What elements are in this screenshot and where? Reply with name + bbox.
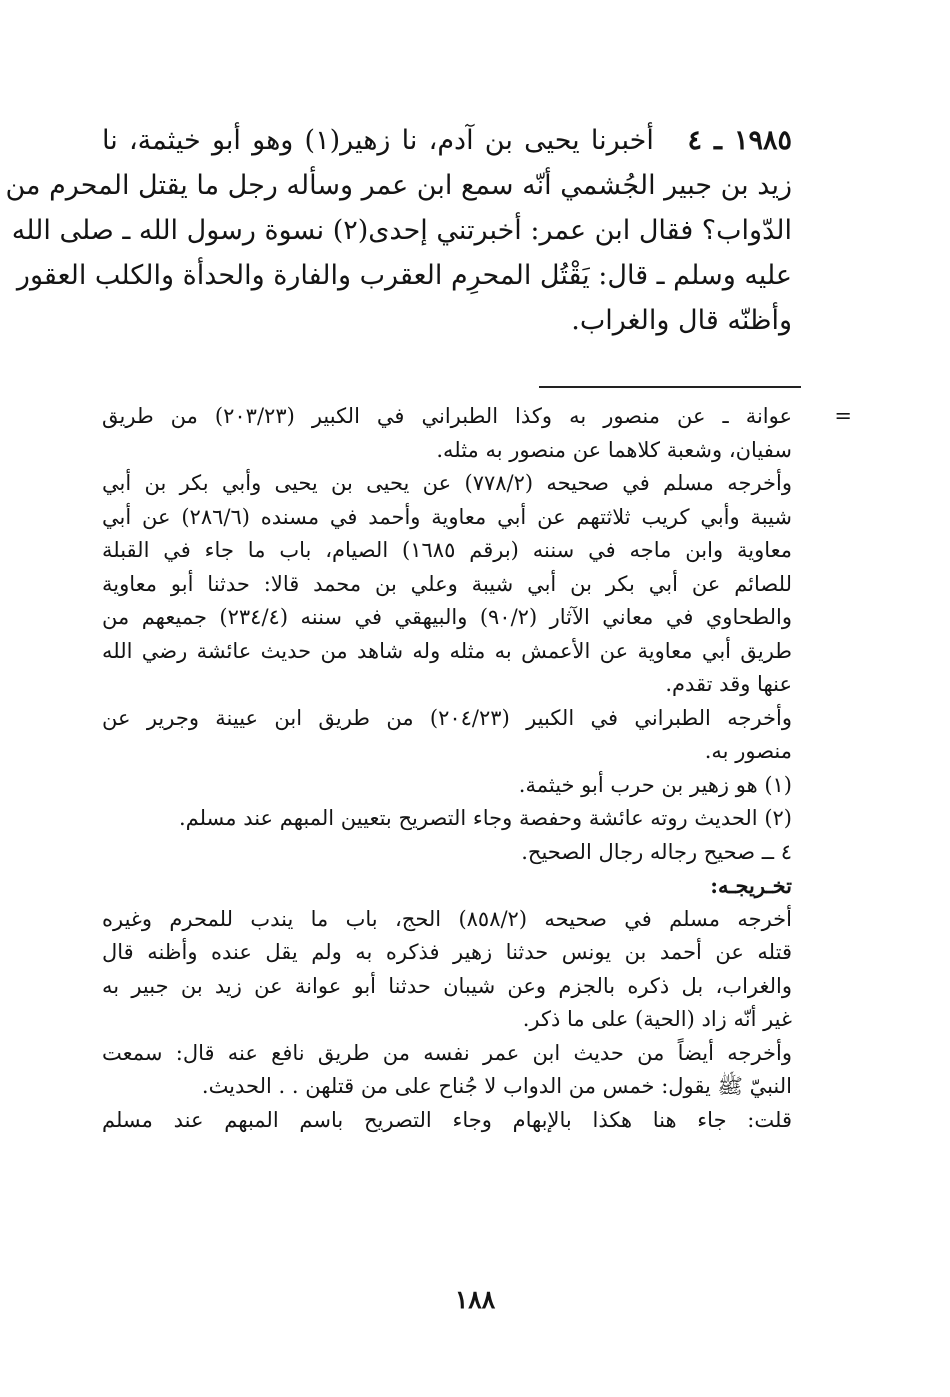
footnote-line: معاوية وابن ماجه في سننه (برقم ١٦٨٥) الصيام، باب ما جاء في القبلة bbox=[102, 538, 792, 562]
page-number: ١٨٨ bbox=[454, 1285, 496, 1314]
footnote-line: النبيّ ﷺ يقول: خمس من الدواب لا جُناح على من قتلهن . . الحديث. bbox=[201, 1074, 792, 1098]
footnote-2: (٢) الحديث روته عائشة وحفصة وجاء التصريح بتعيين المبهم عند مسلم. bbox=[178, 806, 792, 830]
hadith-number: ١٩٨٥ ـ ٤ bbox=[687, 125, 792, 156]
footnote-line: والغراب، بل ذكره بالجزم وعن شيبان حدثنا أبو عوانة عن زيد بن جبير به bbox=[102, 973, 792, 998]
footnotes bbox=[102, 400, 852, 1137]
footnote-line: والطحاوي في معاني الآثار (٩٠/٢) والبيهقي في سننه (٢٣٤/٤) جميعهم من bbox=[102, 605, 793, 629]
hadith-line-5: وأظنّه قال والغراب. bbox=[571, 305, 792, 336]
footnote-line: = عوانة ـ عن منصور به وكذا الطبراني في الكبير (٢٠٣/٢٣) من طريق bbox=[102, 400, 792, 434]
footnote-line: قلت: جاء هنا هكذا بالإبهام وجاء التصريح باسم المبهم عند مسلم bbox=[102, 1107, 792, 1132]
footnote-line: قتله عن أحمد بن يونس حدثنا زهير فذكره به ولم يقل عنده وأظنه قال bbox=[102, 940, 792, 964]
footnote-line: غير أنّه زاد (الحية) على ما ذكر. bbox=[522, 1007, 792, 1031]
hadith-line-4: عليه وسلم ـ قال: يَقْتُل المحرِم العقرب والفارة والحدأة والكلب العقور bbox=[16, 260, 792, 291]
continuation-mark: = bbox=[834, 404, 852, 428]
hadith-text bbox=[5, 118, 792, 343]
footnote-line: أخرجه مسلم في صحيحه (٨٥٨/٢) الحج، باب ما يندب للمحرم وغيره bbox=[102, 906, 793, 931]
footnote-line: للصائم عن أبي بكر بن أبي شيبة وعلي بن محمد قالا: حدثنا أبو معاوية bbox=[102, 571, 792, 596]
footnote-line: منصور به. bbox=[704, 739, 792, 763]
footnote-line: شيبة وأبي كريب ثلاثتهم عن أبي معاوية وأحمد في مسنده (٢٨٦/٦) عن أبي bbox=[102, 504, 792, 529]
footnote-grading: ٤ ــ صحيح رجاله رجال الصحيح. bbox=[521, 839, 792, 864]
footnote-1: (١) هو زهير بن حرب أبو خيثمة. bbox=[518, 772, 792, 797]
footnote-line: وأخرجه أيضاً من حديث ابن عمر نفسه من طريق نافع عنه قال: سمعت bbox=[102, 1040, 792, 1065]
footnote-line: طريق أبي معاوية عن الأعمش به مثله وله شاهد من حديث عائشة رضي الله bbox=[102, 638, 792, 663]
footnote-line: سفيان، وشعبة كلاهما عن منصور به مثله. bbox=[436, 437, 792, 462]
footnote-line: وأخرجه الطبراني في الكبير (٢٠٤/٢٣) من طريق ابن عيينة وجرير عن bbox=[102, 705, 792, 730]
footnote-separator bbox=[539, 386, 801, 388]
hadith-line-3: الدّواب؟ فقال ابن عمر: أخبرتني إحدى(٢) نسوة رسول الله ـ صلى الله bbox=[11, 215, 792, 246]
hadith-line-2: زيد بن جبير الجُشمي أنّه سمع ابن عمر وسأله رجل ما يقتل المحرم من bbox=[5, 170, 792, 201]
footnote-line: وأخرجه مسلم في صحيحه (٧٧٨/٢) عن يحيى بن يحيى وأبي بكر بن أبي bbox=[102, 471, 793, 495]
footnote-line: عنها وقد تقدم. bbox=[665, 672, 792, 696]
hadith-line-1: ١٩٨٥ ـ ٤ أخبرنا يحيى بن آدم، نا زهير(١) وهو أبو خيثمة، نا bbox=[102, 125, 792, 156]
takhrij-heading: تخـريجـه: bbox=[710, 873, 792, 898]
